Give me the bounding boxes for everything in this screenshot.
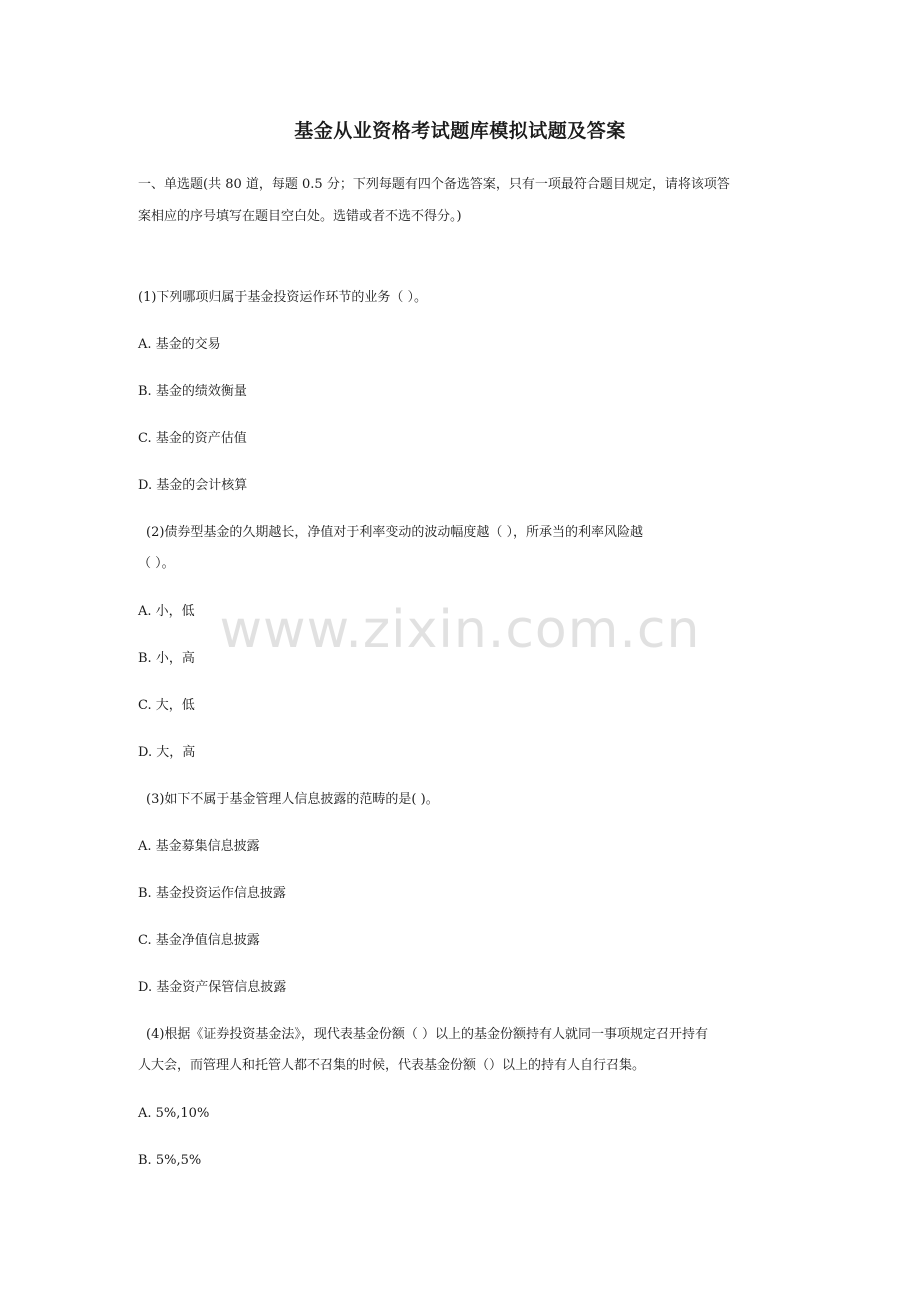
question-2-option-d: D. 大，高 [138, 745, 196, 760]
question-1-option-c: C. 基金的资产估值 [138, 431, 247, 446]
question-2-option-a: A. 小，低 [138, 604, 195, 619]
question-3-stem: (3)如下不属于基金管理人信息披露的范畴的是( )。 [146, 792, 439, 807]
question-4-stem-line-1: (4)根据《证券投资基金法》，现代表基金份额（ ）以上的基金份额持有人就同一事项规定召开持有 [146, 1027, 709, 1042]
question-2-stem-line-2: （ ）。 [138, 556, 175, 571]
question-1-option-b: B. 基金的绩效衡量 [138, 384, 247, 399]
question-1-option-d: D. 基金的会计核算 [138, 478, 248, 493]
question-1-option-a: A. 基金的交易 [138, 337, 221, 352]
question-1-stem: (1)下列哪项归属于基金投资运作环节的业务（ ）。 [138, 290, 428, 305]
question-3-option-c: C. 基金净值信息披露 [138, 933, 260, 948]
question-2-stem-line-1: (2)债券型基金的久期越长，净值对于利率变动的波动幅度越（ ），所承当的利率风险越 [146, 525, 644, 540]
section-header-line-1: 一、单选题(共 80 道，每题 0.5 分；下列每题有四个备选答案，只有一项最符合题目规定，请将该项答 [138, 177, 730, 192]
question-2-option-b: B. 小，高 [138, 651, 195, 666]
document-title: 基金从业资格考试题库模拟试题及答案 [294, 120, 626, 142]
question-2-option-c: C. 大，低 [138, 698, 195, 713]
question-4-option-a: A. 5%,10% [138, 1106, 210, 1121]
watermark: www.zixin.com.cn [219, 600, 701, 660]
question-4-option-b: B. 5%,5% [138, 1153, 202, 1168]
question-4-stem-line-2: 人大会，而管理人和托管人都不召集的时候，代表基金份额（）以上的持有人自行召集。 [138, 1058, 646, 1073]
question-3-option-d: D. 基金资产保管信息披露 [138, 980, 287, 995]
section-header-line-2: 案相应的序号填写在题目空白处。选错或者不选不得分。) [138, 209, 462, 224]
question-3-option-b: B. 基金投资运作信息披露 [138, 886, 286, 901]
question-3-option-a: A. 基金募集信息披露 [138, 839, 260, 854]
